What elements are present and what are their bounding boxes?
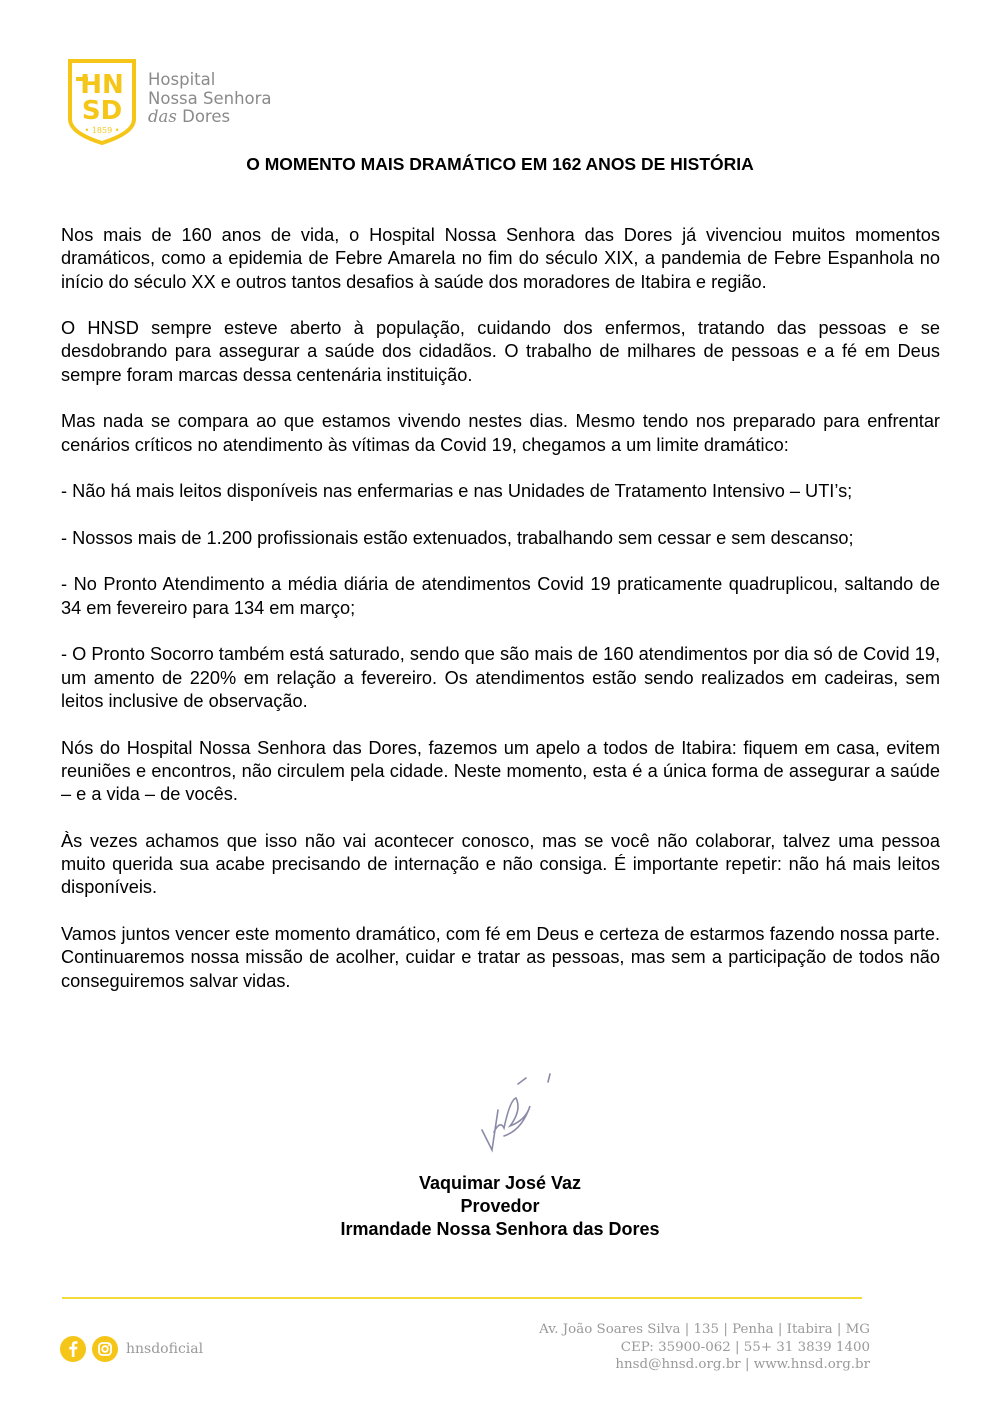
logo-initials-top: HN: [80, 70, 124, 100]
paragraph-hnsd-open: O HNSD sempre esteve aberto à população, cuidando dos enfermos, tratando das pessoas e se desdobrando para assegurar a saúde dos cidadãos. O trabalho de milhares de pessoas e a fé em Deus sempre foram marcas dessa centenária instituição.: [61, 318, 940, 385]
paragraph-warning: Às vezes achamos que isso não vai acontecer conosco, mas se você não colaborar, talvez uma pessoa muito querida sua acabe precisando de internação e não consiga. É importante repetir: não há mais leitos disponíveis.: [61, 830, 940, 898]
address-street: Av. João Soares Silva | 135 | Penha | Itabira | MG: [539, 1322, 870, 1337]
footer-address: [539, 1321, 870, 1374]
hnsd-shield-icon: [66, 57, 138, 145]
logo-name-line2: Nossa Senhora: [148, 88, 272, 108]
paragraph-appeal: Nós do Hospital Nossa Senhora das Dores, fazemos um apelo a todos de Itabira: fiquem em casa, evitem reuniões e encontros, não circulem pela cidade. Neste momento, esta é a única forma de assegurar a saúde – e a vida – de vocês.: [61, 737, 940, 805]
logo-initials-bottom: SD: [81, 96, 123, 126]
instagram-icon[interactable]: [92, 1336, 118, 1362]
address-cep-phone: CEP: 35900-062 | 55+ 31 3839 1400: [620, 1339, 870, 1355]
footer-divider: [62, 1297, 862, 1299]
hospital-logo: [66, 57, 296, 147]
bullet-professionals: - Nossos mais de 1.200 profissionais estão extenuados, trabalhando sem cessar e sem descanso;: [61, 527, 854, 548]
paragraph-history: Nos mais de 160 anos de vida, o Hospital Nossa Senhora das Dores já vivenciou muitos momentos dramáticos, como a epidemia de Febre Amarela no fim do século XIX, a pandemia de Febre Espanhola no início do século XX e outros tantos desafios à saúde dos moradores de Itabira e região.: [61, 225, 940, 292]
signature-block: [0, 1172, 1000, 1241]
logo-name-line3: [148, 108, 272, 127]
document-body: [61, 224, 940, 1016]
signer-role: Provedor: [460, 1196, 540, 1216]
bullet-pronto-socorro: - O Pronto Socorro também está saturado, sendo que são mais de 160 atendimentos por dia só de Covid 19, um amento de 220% em relação a fevereiro. Os atendimentos estão sendo realizados em cadeiras, sem leitos inclusive de observação.: [61, 644, 940, 711]
bullet-no-beds: - Não há mais leitos disponíveis nas enfermarias e nas Unidades de Tratamento Intensivo – UTI’s;: [61, 481, 853, 502]
paragraph-current-situation: Mas nada se compara ao que estamos vivendo nestes dias. Mesmo tendo nos preparado para enfrentar cenários críticos no atendimento às vítimas da Covid 19, chegamos a um limite dramático:: [61, 411, 940, 455]
logo-name-das: das: [148, 107, 177, 126]
document-title: O MOMENTO MAIS DRAMÁTICO EM 162 ANOS DE HISTÓRIA: [246, 154, 754, 174]
logo-name-dores: Dores: [176, 107, 231, 126]
bullet-pronto-atendimento: - No Pronto Atendimento a média diária de atendimentos Covid 19 praticamente quadruplicou, saltando de 34 em fevereiro para 134 em março;: [61, 574, 940, 618]
signer-organization: Irmandade Nossa Senhora das Dores: [340, 1219, 660, 1239]
facebook-icon[interactable]: [60, 1336, 86, 1362]
signer-name: Vaquimar José Vaz: [418, 1173, 582, 1193]
logo-name-line1: Hospital: [148, 70, 216, 89]
paragraph-closing: Vamos juntos vencer este momento dramático, com fé em Deus e certeza de estarmos fazendo nossa parte. Continuaremos nossa missão de acolher, cuidar e tratar as pessoas, mas sem a participação de todos não conseguiremos salvar vidas.: [61, 923, 940, 991]
handwritten-signature: [470, 1070, 560, 1165]
logo-year: • 1859 •: [84, 126, 120, 135]
address-email-website[interactable]: hnsd@hnsd.org.br | www.hnsd.org.br: [615, 1357, 870, 1372]
logo-wordmark: [148, 71, 272, 127]
social-handle[interactable]: hnsdoficial: [126, 1341, 204, 1357]
social-links: [60, 1336, 203, 1362]
